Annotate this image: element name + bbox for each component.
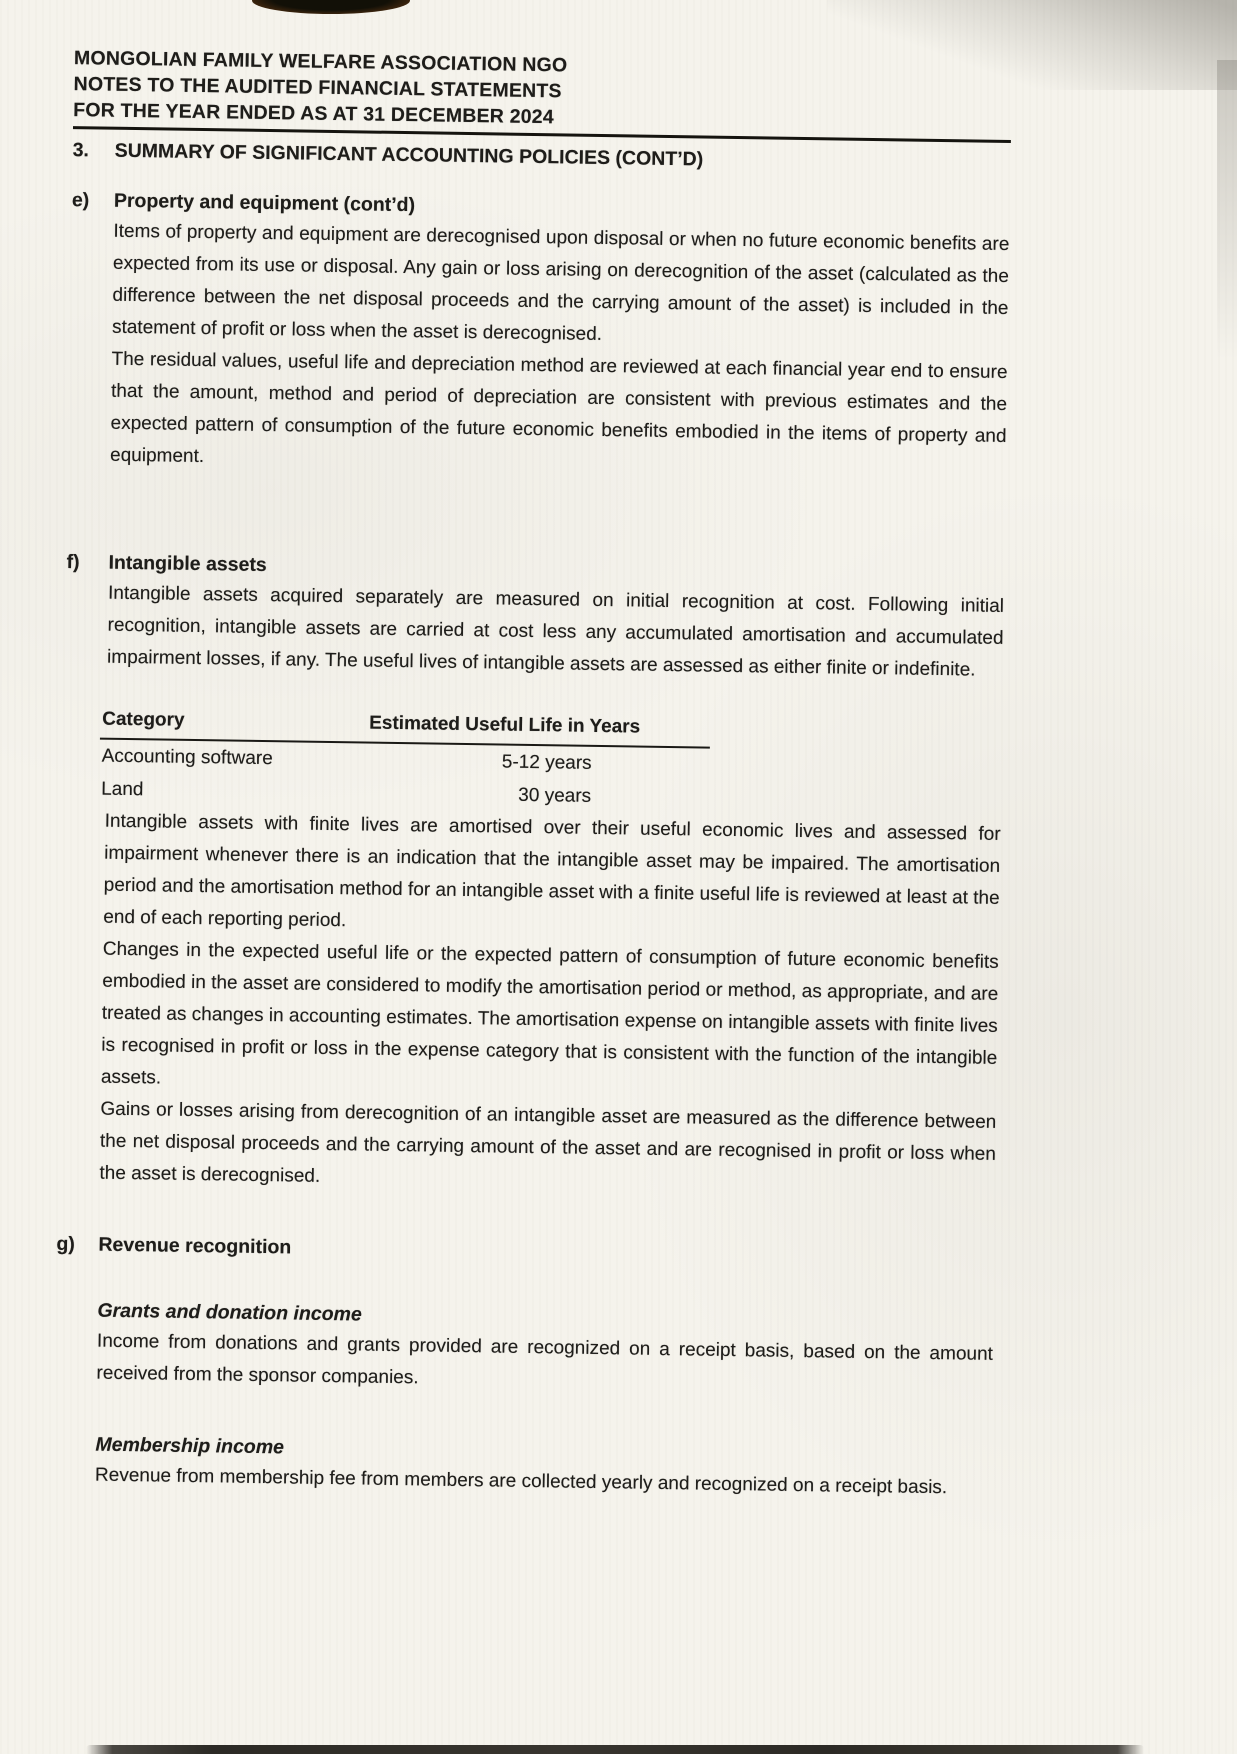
scan-artifact-bottom-edge xyxy=(86,1745,1144,1754)
table-col-header-category: Category xyxy=(102,708,185,731)
property-equipment-para-2: The residual values, useful life and depreciation method are reviewed at each financial year end to ensure that the amount, method and period of depreciation are consistent with previous estimates and the expected pattern of consumption of the future economic benefits embodied in the items of property and equipment. xyxy=(109,348,1008,468)
intangible-assets-para-2: Intangible assets with finite lives are amortised over their useful economic lives and assessed for impairment whenever there is an indication that the intangible asset may be impaired. The amortisation period and the amortisation method for an intangible asset with a finite useful life is reviewed at least at the end of each reporting period. xyxy=(103,810,1001,932)
item-label-e: e) xyxy=(71,189,90,212)
item-title-revenue-recognition: Revenue recognition xyxy=(98,1233,292,1259)
scan-artifact-binding-mark xyxy=(252,0,410,14)
intangible-assets-para-1: Intangible assets acquired separately are measured on initial recognition at cost. Following initial recognition, intangible assets are carried at cost less any accumulated amortisation and accumulated impairment losses, if any. The useful lives of intangible assets are assessed as either finite or indefinite. xyxy=(106,582,1005,681)
property-equipment-para-1: Items of property and equipment are derecognised upon disposal or when no future economic benefits are expected from its use or disposal. Any gain or loss arising on derecognition of the asset (calculated as the difference between the net disposal proceeds and the carrying amount of the asset) is included in the statement of profit or loss when the asset is derecognised. xyxy=(111,220,1010,345)
item-title-intangible-assets: Intangible assets xyxy=(108,551,267,577)
intangible-assets-para-4: Gains or losses arising from derecognition of an intangible asset are measured as the difference between the net disposal proceeds and the carrying amount of the asset and are recognised in profit or loss when the asset is derecognised. xyxy=(99,1098,997,1187)
item-label-f: f) xyxy=(66,551,80,574)
table-cell-life: 30 years xyxy=(518,784,592,807)
grants-donation-income-para: Income from donations and grants provided are recognized on a receipt basis, based on the amount received from the sponsor companies. xyxy=(96,1330,994,1389)
item-title-property-equipment: Property and equipment (cont’d) xyxy=(113,189,416,217)
membership-income-para: Revenue from membership fee from members are collected yearly and recognized on a receipt basis. xyxy=(94,1464,948,1499)
item-property-equipment xyxy=(68,185,1010,485)
table-cell-life: 5-12 years xyxy=(501,751,592,774)
section-number: 3. xyxy=(72,139,90,162)
table-cell-category: Accounting software xyxy=(101,745,273,770)
doc-header-org-name: MONGOLIAN FAMILY WELFARE ASSOCIATION NGO xyxy=(73,47,568,77)
section-heading xyxy=(72,137,1010,177)
item-intangible-assets xyxy=(57,547,1004,1203)
subheading-membership-income: Membership income xyxy=(95,1433,285,1459)
table-col-header-life: Estimated Useful Life in Years xyxy=(369,712,641,738)
scan-artifact-edge-shadow xyxy=(1217,60,1237,360)
subheading-grants-donation-income: Grants and donation income xyxy=(97,1299,362,1326)
document-content xyxy=(53,45,1012,1505)
doc-header-title: NOTES TO THE AUDITED FINANCIAL STATEMENTS xyxy=(73,73,562,103)
intangible-assets-para-3: Changes in the expected useful life or the expected pattern of consumption of future economic benefits embodied in the asset are considered to modify the amortisation period or method, as appropriate, and are treated as changes in accounting estimates. The amortisation expense on intangible assets with finite lives is recognised in profit or loss in the expense category that is consistent with the function of the intangible assets. xyxy=(100,938,999,1089)
section-title: SUMMARY OF SIGNIFICANT ACCOUNTING POLICIES (CONT’D) xyxy=(114,139,704,171)
item-label-g: g) xyxy=(56,1232,75,1256)
useful-life-table xyxy=(99,707,710,815)
table-cell-category: Land xyxy=(101,778,144,801)
doc-header-period: FOR THE YEAR ENDED AS AT 31 DECEMBER 2024 xyxy=(73,99,555,129)
item-revenue-recognition xyxy=(53,1229,995,1505)
